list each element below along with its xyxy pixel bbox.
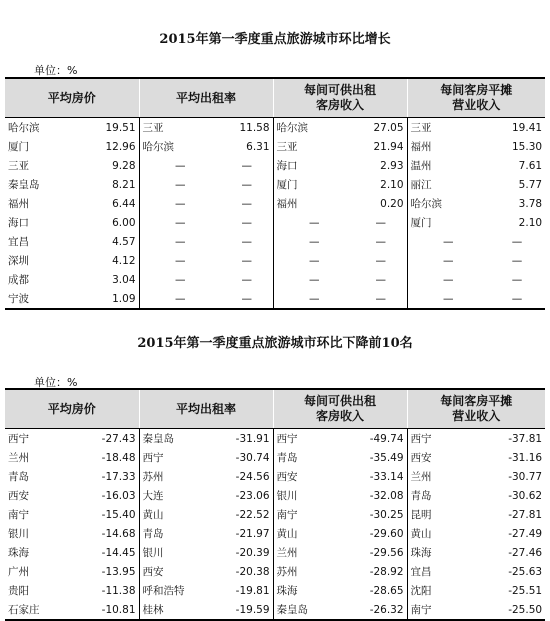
- city-cell: 银川: [8, 528, 29, 540]
- table-row: [5, 270, 545, 289]
- column-header: 平均房价: [5, 389, 139, 429]
- city-cell: 南宁: [276, 509, 298, 521]
- city-cell: 宁波: [8, 293, 29, 305]
- value-cell: -23.06: [221, 486, 273, 505]
- city-cell: 昆明: [410, 509, 432, 521]
- table-row: [5, 251, 545, 270]
- city-cell: 西宁: [410, 433, 432, 445]
- value-cell: -11.38: [87, 581, 139, 600]
- value-cell: -19.81: [221, 581, 273, 600]
- value-cell: -14.45: [87, 543, 139, 562]
- city-cell: —: [309, 292, 320, 305]
- city-cell: 黄山: [410, 528, 432, 540]
- city-cell: —: [175, 159, 186, 172]
- city-cell: 青岛: [142, 528, 164, 540]
- table-row: [5, 118, 545, 138]
- value-cell: -17.33: [87, 467, 139, 486]
- city-cell: 厦门: [410, 217, 432, 229]
- value-cell: 12.96: [87, 137, 139, 156]
- city-cell: 南宁: [410, 604, 432, 616]
- table2-title: 2015年第一季度重点旅游城市环比下降前10名: [137, 336, 413, 351]
- header-row: [5, 78, 545, 118]
- value-cell: —: [221, 289, 273, 309]
- value-cell: —: [221, 270, 273, 289]
- city-cell: 海口: [8, 217, 29, 229]
- value-cell: —: [511, 292, 523, 305]
- value-cell: -20.38: [221, 562, 273, 581]
- column-header: 每间客房平摊 营业收入: [407, 78, 545, 118]
- city-cell: 温州: [410, 160, 432, 172]
- value-cell: —: [355, 289, 407, 309]
- column-header: 平均出租率: [139, 78, 273, 118]
- value-cell: 5.77: [518, 178, 543, 191]
- value-cell: —: [355, 251, 407, 270]
- column-header: 每间客房平摊 营业收入: [407, 389, 545, 429]
- table-row: [5, 505, 545, 524]
- city-cell: 西宁: [8, 433, 29, 445]
- value-cell: -25.51: [508, 584, 543, 597]
- value-cell: —: [355, 232, 407, 251]
- value-cell: -30.25: [355, 505, 407, 524]
- value-cell: —: [221, 175, 273, 194]
- value-cell: -20.39: [221, 543, 273, 562]
- city-cell: 深圳: [8, 255, 29, 267]
- value-cell: -13.95: [87, 562, 139, 581]
- value-cell: 2.93: [355, 156, 407, 175]
- table-row: [5, 600, 545, 620]
- city-cell: 秦皇岛: [276, 604, 309, 616]
- decline-table: [5, 388, 545, 621]
- value-cell: 6.31: [221, 137, 273, 156]
- table-row: [5, 448, 545, 467]
- city-cell: —: [175, 235, 186, 248]
- city-cell: 西安: [8, 490, 29, 502]
- value-cell: 21.94: [355, 137, 407, 156]
- table-row: [5, 289, 545, 309]
- city-cell: —: [309, 273, 320, 286]
- city-cell: 西安: [142, 566, 164, 578]
- value-cell: 9.28: [87, 156, 139, 175]
- city-cell: 银川: [276, 490, 298, 502]
- value-cell: —: [221, 156, 273, 175]
- city-cell: 西安: [410, 452, 432, 464]
- city-cell: 珠海: [276, 585, 298, 597]
- value-cell: -15.40: [87, 505, 139, 524]
- city-cell: 丽江: [410, 179, 432, 191]
- city-cell: —: [443, 254, 454, 267]
- value-cell: -14.68: [87, 524, 139, 543]
- city-cell: 西安: [276, 471, 298, 483]
- table1-unit: 单位：%: [34, 64, 78, 77]
- table-row: [5, 429, 545, 449]
- city-cell: 青岛: [276, 452, 298, 464]
- city-cell: —: [175, 197, 186, 210]
- table-row: [5, 524, 545, 543]
- value-cell: —: [511, 273, 523, 286]
- city-cell: 福州: [276, 198, 298, 210]
- value-cell: -32.08: [355, 486, 407, 505]
- value-cell: —: [355, 213, 407, 232]
- value-cell: -27.49: [508, 527, 543, 540]
- city-cell: 福州: [410, 141, 432, 153]
- table-row: [5, 213, 545, 232]
- value-cell: -29.60: [355, 524, 407, 543]
- city-cell: 珠海: [8, 547, 29, 559]
- table-row: [5, 581, 545, 600]
- city-cell: 银川: [142, 547, 164, 559]
- value-cell: —: [511, 254, 523, 267]
- value-cell: -28.65: [355, 581, 407, 600]
- city-cell: 黄山: [276, 528, 298, 540]
- city-cell: 苏州: [276, 566, 298, 578]
- city-cell: 南宁: [8, 509, 29, 521]
- city-cell: 哈尔滨: [410, 198, 443, 210]
- city-cell: 兰州: [276, 547, 298, 559]
- value-cell: 19.41: [512, 121, 543, 134]
- value-cell: -30.74: [221, 448, 273, 467]
- city-cell: 哈尔滨: [142, 141, 175, 153]
- city-cell: 秦皇岛: [142, 433, 175, 445]
- city-cell: 石家庄: [8, 604, 40, 616]
- value-cell: 27.05: [355, 118, 407, 138]
- city-cell: —: [175, 178, 186, 191]
- city-cell: 桂林: [142, 604, 164, 616]
- value-cell: -24.56: [221, 467, 273, 486]
- value-cell: -25.63: [508, 565, 543, 578]
- city-cell: —: [175, 254, 186, 267]
- value-cell: —: [221, 251, 273, 270]
- column-header: 每间可供出租 客房收入: [273, 78, 407, 118]
- city-cell: —: [309, 216, 320, 229]
- value-cell: -21.97: [221, 524, 273, 543]
- value-cell: -27.81: [508, 508, 543, 521]
- value-cell: 2.10: [355, 175, 407, 194]
- city-cell: 青岛: [410, 490, 432, 502]
- table-row: [5, 194, 545, 213]
- city-cell: 福州: [8, 198, 29, 210]
- city-cell: 宜昌: [410, 566, 432, 578]
- city-cell: 厦门: [8, 141, 29, 153]
- value-cell: -10.81: [87, 600, 139, 620]
- city-cell: 三亚: [142, 122, 164, 134]
- city-cell: 海口: [276, 160, 298, 172]
- value-cell: 3.04: [87, 270, 139, 289]
- value-cell: -28.92: [355, 562, 407, 581]
- table-row: [5, 156, 545, 175]
- city-cell: 成都: [8, 274, 29, 286]
- value-cell: -35.49: [355, 448, 407, 467]
- city-cell: —: [309, 254, 320, 267]
- city-cell: 苏州: [142, 471, 164, 483]
- value-cell: 6.44: [87, 194, 139, 213]
- value-cell: -30.77: [508, 470, 543, 483]
- value-cell: -31.91: [221, 429, 273, 449]
- value-cell: -22.52: [221, 505, 273, 524]
- column-header: 平均出租率: [139, 389, 273, 429]
- table2-unit: 单位：%: [34, 376, 78, 389]
- city-cell: 秦皇岛: [8, 179, 40, 191]
- value-cell: -27.46: [508, 546, 543, 559]
- value-cell: 8.21: [87, 175, 139, 194]
- city-cell: —: [175, 216, 186, 229]
- city-cell: 黄山: [142, 509, 164, 521]
- table1-title: 2015年第一季度重点旅游城市环比增长: [159, 32, 391, 47]
- value-cell: 15.30: [512, 140, 543, 153]
- value-cell: —: [221, 194, 273, 213]
- value-cell: 7.61: [518, 159, 543, 172]
- column-header: 每间可供出租 客房收入: [273, 389, 407, 429]
- table-row: [5, 467, 545, 486]
- city-cell: 青岛: [8, 471, 29, 483]
- city-cell: 三亚: [410, 122, 432, 134]
- table-row: [5, 137, 545, 156]
- table-row: [5, 562, 545, 581]
- value-cell: 19.51: [87, 118, 139, 138]
- city-cell: —: [175, 273, 186, 286]
- value-cell: —: [355, 270, 407, 289]
- value-cell: -37.81: [508, 432, 543, 445]
- city-cell: 三亚: [8, 160, 29, 172]
- value-cell: -25.50: [508, 603, 543, 616]
- city-cell: 西宁: [142, 452, 164, 464]
- city-cell: 哈尔滨: [276, 122, 309, 134]
- city-cell: 贵阳: [8, 585, 29, 597]
- city-cell: 珠海: [410, 547, 432, 559]
- value-cell: —: [221, 232, 273, 251]
- table-row: [5, 175, 545, 194]
- value-cell: -27.43: [87, 429, 139, 449]
- city-cell: 哈尔滨: [8, 122, 40, 134]
- city-cell: 西宁: [276, 433, 298, 445]
- city-cell: —: [443, 292, 454, 305]
- city-cell: —: [443, 235, 454, 248]
- table-row: [5, 232, 545, 251]
- value-cell: -26.32: [355, 600, 407, 620]
- table-row: [5, 486, 545, 505]
- growth-table: [5, 77, 545, 310]
- value-cell: 3.78: [518, 197, 543, 210]
- city-cell: —: [309, 235, 320, 248]
- value-cell: —: [221, 213, 273, 232]
- value-cell: 6.00: [87, 213, 139, 232]
- city-cell: 大连: [142, 490, 164, 502]
- value-cell: -19.59: [221, 600, 273, 620]
- value-cell: -49.74: [355, 429, 407, 449]
- value-cell: -16.03: [87, 486, 139, 505]
- value-cell: 11.58: [221, 118, 273, 138]
- city-cell: 三亚: [276, 141, 298, 153]
- column-header: 平均房价: [5, 78, 139, 118]
- city-cell: —: [443, 273, 454, 286]
- value-cell: 2.10: [518, 216, 543, 229]
- value-cell: 4.12: [87, 251, 139, 270]
- city-cell: 沈阳: [410, 585, 432, 597]
- value-cell: -31.16: [508, 451, 543, 464]
- table-row: [5, 543, 545, 562]
- city-cell: 兰州: [410, 471, 432, 483]
- value-cell: 4.57: [87, 232, 139, 251]
- city-cell: 呼和浩特: [142, 585, 185, 597]
- value-cell: 1.09: [87, 289, 139, 309]
- city-cell: 广州: [8, 566, 29, 578]
- value-cell: -33.14: [355, 467, 407, 486]
- value-cell: 0.20: [355, 194, 407, 213]
- city-cell: 厦门: [276, 179, 298, 191]
- value-cell: -29.56: [355, 543, 407, 562]
- value-cell: —: [511, 235, 523, 248]
- city-cell: 宜昌: [8, 236, 29, 248]
- value-cell: -18.48: [87, 448, 139, 467]
- city-cell: —: [175, 292, 186, 305]
- city-cell: 兰州: [8, 452, 29, 464]
- value-cell: -30.62: [508, 489, 543, 502]
- header-row: [5, 389, 545, 429]
